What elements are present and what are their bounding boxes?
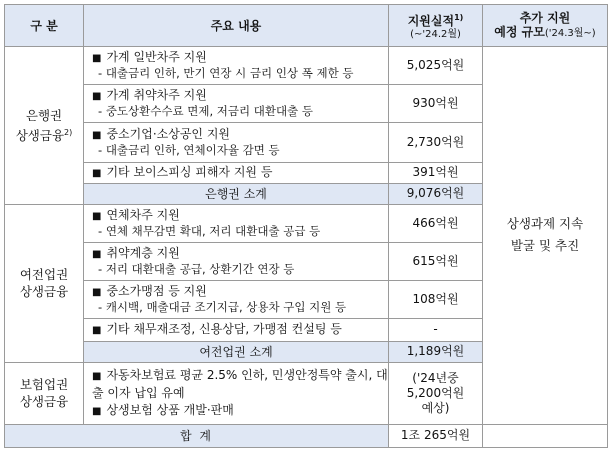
header-content: 주요 내용 <box>84 5 389 47</box>
header-results-footnote: 1) <box>454 12 464 22</box>
support-summary-table <box>4 4 608 448</box>
item-content: ■ 가계 일반차주 지원 - 대출금리 인하, 만기 연장 시 금리 인상 폭 제한 등 <box>84 47 389 85</box>
footnote-marker: 2) <box>64 127 73 137</box>
total-row <box>5 424 608 447</box>
additional-plan-cell: 상생과제 지속 발굴 및 추진 <box>483 47 608 425</box>
item-content: ■ 자동차보험료 평균 2.5% 인하, 민생안정특약 출시, 대출 이자 납입 유예 ■ 상생보험 상품 개발·판매 <box>84 362 389 424</box>
item-content: ■ 중소가맹점 등 지원 - 캐시백, 매출대금 조기지급, 상용차 구입 지원 등 <box>84 280 389 318</box>
total-label: 합 계 <box>5 424 389 447</box>
header-plan-title: 추가 지원 <box>519 10 571 25</box>
item-value: 466억원 <box>389 204 483 242</box>
item-content: ■ 중소기업·소상공인 지원 - 대출금리 인하, 연체이자율 감면 등 <box>84 122 389 162</box>
group-credit-finance-label: 여전업권 상생금융 <box>5 204 84 362</box>
item-value: ('24년중 5,200억원 예상) <box>389 362 483 424</box>
item-value: 2,730억원 <box>389 122 483 162</box>
subtotal-value: 9,076억원 <box>389 183 483 204</box>
item-value: 615억원 <box>389 242 483 280</box>
item-value: 391억원 <box>389 162 483 183</box>
item-content: ■ 기타 채무재조정, 신용상담, 가맹점 컨설팅 등 <box>84 318 389 341</box>
total-value: 1조 265억원 <box>389 424 483 447</box>
header-results-period: (~'24.2월) <box>410 28 461 40</box>
header-category: 구 분 <box>5 5 84 47</box>
subtotal-label: 은행권 소계 <box>84 183 389 204</box>
header-results <box>389 5 483 47</box>
header-plan-period: ('24.3월~) <box>544 27 596 39</box>
item-content: ■ 연체차주 지원 - 연체 채무감면 확대, 저리 대환대출 공급 등 <box>84 204 389 242</box>
item-value: 108억원 <box>389 280 483 318</box>
item-content: ■ 기타 보이스피싱 피해자 지원 등 <box>84 162 389 183</box>
group-insurance-label: 보험업권 상생금융 <box>5 362 84 424</box>
item-value: 930억원 <box>389 84 483 122</box>
header-plan-subtitle: 예정 규모 <box>494 24 545 39</box>
subtotal-value: 1,189억원 <box>389 341 483 362</box>
item-content: ■ 취약계층 지원 - 저리 대환대출 공급, 상환기간 연장 등 <box>84 242 389 280</box>
header-plan <box>483 5 608 47</box>
header-row <box>5 5 608 47</box>
item-value: 5,025억원 <box>389 47 483 85</box>
item-value: - <box>389 318 483 341</box>
group-bank-label: 은행권 상생금융$^{2)}$ <box>5 47 84 205</box>
subtotal-label: 여전업권 소계 <box>84 341 389 362</box>
header-results-title: 지원실적 <box>407 13 455 28</box>
item-content: ■ 가계 취약차주 지원 - 중도상환수수료 면제, 저금리 대환대출 등 <box>84 84 389 122</box>
total-plan-blank <box>483 424 608 447</box>
table-row <box>5 47 608 85</box>
